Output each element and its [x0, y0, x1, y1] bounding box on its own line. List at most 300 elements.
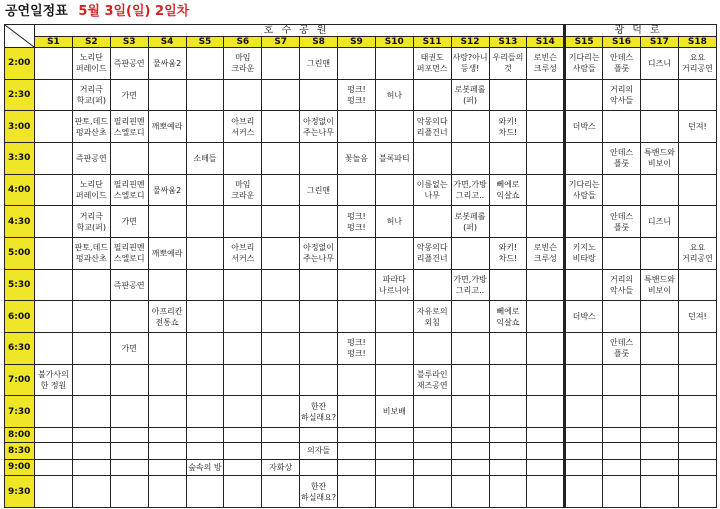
performance-cell	[300, 143, 338, 175]
stage-header: S17	[641, 37, 679, 48]
performance-cell	[489, 476, 527, 508]
performance-cell	[72, 459, 110, 476]
performance-cell	[489, 143, 527, 175]
schedule-row	[5, 333, 717, 365]
performance-cell	[678, 443, 716, 460]
performance-cell: 로봇페롤 (퍼)	[451, 206, 489, 238]
performance-cell	[338, 48, 376, 80]
performance-cell: 거리의 악사들	[603, 79, 641, 111]
performance-cell	[300, 364, 338, 396]
performance-cell	[603, 396, 641, 428]
performance-cell	[262, 79, 300, 111]
performance-cell: 즉판공연	[72, 143, 110, 175]
performance-cell: 악몽의다 리플건너	[413, 238, 451, 270]
schedule-row	[5, 174, 717, 206]
performance-cell	[641, 476, 679, 508]
performance-cell	[72, 333, 110, 365]
performance-cell	[224, 79, 262, 111]
performance-cell	[262, 301, 300, 333]
performance-cell	[224, 206, 262, 238]
performance-cell: 거리의 악사들	[603, 269, 641, 301]
performance-cell: 요요 거리공연	[678, 238, 716, 270]
performance-cell	[262, 269, 300, 301]
performance-cell: 안데스 플룻	[603, 333, 641, 365]
stage-header: S5	[186, 37, 224, 48]
performance-cell	[110, 476, 148, 508]
performance-cell	[603, 364, 641, 396]
performance-cell	[110, 459, 148, 476]
performance-cell	[262, 443, 300, 460]
performance-cell	[262, 143, 300, 175]
performance-cell	[527, 443, 565, 460]
performance-cell	[35, 428, 73, 443]
performance-cell	[110, 396, 148, 428]
performance-cell	[565, 364, 603, 396]
performance-cell	[224, 459, 262, 476]
performance-cell	[603, 428, 641, 443]
performance-cell	[375, 364, 413, 396]
performance-cell	[375, 476, 413, 508]
performance-cell	[489, 206, 527, 238]
performance-cell	[224, 476, 262, 508]
performance-cell	[603, 443, 641, 460]
performance-cell	[186, 174, 224, 206]
performance-cell	[35, 396, 73, 428]
performance-cell	[678, 428, 716, 443]
performance-cell	[678, 396, 716, 428]
page-title	[5, 2, 189, 22]
diagonal-line-icon	[5, 25, 34, 47]
stage-header: S1	[35, 37, 73, 48]
performance-cell	[35, 111, 73, 143]
performance-cell	[527, 174, 565, 206]
performance-cell	[224, 396, 262, 428]
performance-cell	[678, 459, 716, 476]
performance-cell	[603, 111, 641, 143]
performance-cell	[641, 428, 679, 443]
performance-cell	[72, 396, 110, 428]
performance-cell	[565, 476, 603, 508]
performance-cell	[565, 79, 603, 111]
performance-cell	[148, 428, 186, 443]
performance-cell	[338, 364, 376, 396]
performance-cell: 가면	[110, 333, 148, 365]
performance-cell	[148, 333, 186, 365]
performance-cell	[641, 238, 679, 270]
performance-cell	[527, 301, 565, 333]
performance-cell: 파라다 나르니아	[375, 269, 413, 301]
performance-cell: 와키! 차드!	[489, 238, 527, 270]
performance-cell: 아프리칸 전통쇼	[148, 301, 186, 333]
performance-cell	[641, 459, 679, 476]
schedule-row	[5, 269, 717, 301]
performance-cell	[375, 301, 413, 333]
performance-cell: 한잔 하실래요?	[300, 476, 338, 508]
corner-cell	[5, 25, 35, 48]
performance-cell: 요요 거리공연	[678, 48, 716, 80]
performance-cell: 그린맨	[300, 174, 338, 206]
performance-cell: 가면	[110, 206, 148, 238]
performance-cell: 물싸움2	[148, 48, 186, 80]
performance-cell: 비보배	[375, 396, 413, 428]
performance-cell	[186, 333, 224, 365]
performance-cell: 디즈니	[641, 206, 679, 238]
performance-cell	[489, 428, 527, 443]
performance-cell	[489, 459, 527, 476]
time-slot: 2:30	[5, 79, 35, 111]
stage-header: S2	[72, 37, 110, 48]
performance-cell: 허나	[375, 206, 413, 238]
schedule-row	[5, 79, 717, 111]
performance-cell: 뻬에로 익살쇼	[489, 301, 527, 333]
performance-cell	[413, 143, 451, 175]
time-slot: 8:00	[5, 428, 35, 443]
performance-cell: 깨뽀예라	[148, 111, 186, 143]
performance-cell	[489, 269, 527, 301]
schedule-row	[5, 428, 717, 443]
performance-cell: 마임 크라운	[224, 48, 262, 80]
schedule-row	[5, 206, 717, 238]
stage-header: S15	[565, 37, 603, 48]
performance-cell	[148, 443, 186, 460]
performance-cell	[35, 269, 73, 301]
performance-cell	[603, 174, 641, 206]
performance-cell	[489, 79, 527, 111]
performance-cell	[148, 269, 186, 301]
stage-header: S3	[110, 37, 148, 48]
schedule-row	[5, 301, 717, 333]
performance-cell	[338, 428, 376, 443]
performance-cell	[527, 79, 565, 111]
performance-cell: 디즈니	[641, 48, 679, 80]
schedule-row	[5, 111, 717, 143]
performance-cell: 로빈슨 크루성	[527, 238, 565, 270]
performance-cell: 노리단 퍼레이드	[72, 48, 110, 80]
schedule-row	[5, 476, 717, 508]
performance-cell: 판토,데드 펑과산초	[72, 111, 110, 143]
performance-cell	[262, 364, 300, 396]
performance-cell: 기다리는 사람들	[565, 48, 603, 80]
performance-cell: 한잔 하실래요?	[300, 396, 338, 428]
performance-cell	[678, 206, 716, 238]
performance-cell	[148, 79, 186, 111]
performance-cell	[565, 459, 603, 476]
time-slot: 2:00	[5, 48, 35, 80]
performance-cell	[110, 443, 148, 460]
performance-cell: 아정없이 주는나무	[300, 111, 338, 143]
schedule-date: 5월 3일(일) 2일차	[78, 4, 190, 19]
performance-cell: 던져!	[678, 301, 716, 333]
performance-cell	[413, 396, 451, 428]
schedule-row	[5, 364, 717, 396]
performance-cell	[262, 174, 300, 206]
performance-cell: 안데스 플룻	[603, 143, 641, 175]
performance-cell: 의자들	[300, 443, 338, 460]
performance-cell	[262, 476, 300, 508]
performance-cell	[110, 364, 148, 396]
performance-cell	[375, 459, 413, 476]
performance-cell	[338, 111, 376, 143]
performance-cell	[186, 476, 224, 508]
performance-cell	[641, 396, 679, 428]
performance-cell: 거리극 학교(퍼)	[72, 206, 110, 238]
performance-cell	[186, 269, 224, 301]
performance-cell	[413, 443, 451, 460]
performance-cell: 자유로의 외침	[413, 301, 451, 333]
performance-cell	[338, 459, 376, 476]
performance-cell	[338, 269, 376, 301]
time-slot: 3:00	[5, 111, 35, 143]
stage-header: S6	[224, 37, 262, 48]
performance-cell: 즉판공연	[110, 269, 148, 301]
performance-cell	[565, 428, 603, 443]
performance-cell	[527, 111, 565, 143]
performance-cell: 사랑?아니 등생!	[451, 48, 489, 80]
performance-cell	[224, 428, 262, 443]
performance-cell: 더박스	[565, 301, 603, 333]
venue-header: 광덕로	[565, 25, 717, 37]
performance-cell	[489, 396, 527, 428]
performance-cell	[148, 396, 186, 428]
performance-cell	[148, 364, 186, 396]
performance-cell	[641, 301, 679, 333]
performance-cell	[35, 443, 73, 460]
performance-cell: 던져!	[678, 111, 716, 143]
performance-cell	[527, 459, 565, 476]
performance-cell: 물싸움2	[148, 174, 186, 206]
schedule-row	[5, 443, 717, 460]
schedule-title: 공연일정표	[5, 4, 68, 19]
performance-cell	[375, 174, 413, 206]
performance-cell	[565, 443, 603, 460]
performance-cell	[110, 143, 148, 175]
performance-cell	[678, 269, 716, 301]
performance-cell: 로빈슨 크루성	[527, 48, 565, 80]
performance-cell	[35, 459, 73, 476]
performance-cell	[300, 79, 338, 111]
performance-cell: 숲속의 방	[186, 459, 224, 476]
performance-cell	[300, 459, 338, 476]
performance-cell	[527, 396, 565, 428]
performance-cell	[451, 364, 489, 396]
performance-cell: 악몽의다 리플건너	[413, 111, 451, 143]
performance-cell: 그린맨	[300, 48, 338, 80]
performance-cell	[186, 364, 224, 396]
performance-cell: 우리들의 것	[489, 48, 527, 80]
performance-cell	[451, 111, 489, 143]
performance-cell	[186, 428, 224, 443]
stage-header: S11	[413, 37, 451, 48]
performance-cell	[35, 206, 73, 238]
performance-cell	[186, 238, 224, 270]
performance-cell: 자화상	[262, 459, 300, 476]
performance-cell	[641, 111, 679, 143]
performance-cell	[678, 364, 716, 396]
stage-header: S7	[262, 37, 300, 48]
time-slot: 6:00	[5, 301, 35, 333]
stage-header: S4	[148, 37, 186, 48]
schedule-row	[5, 396, 717, 428]
performance-cell: 필리핀멘 스엘로디	[110, 111, 148, 143]
schedule-row	[5, 143, 717, 175]
time-slot: 4:30	[5, 206, 35, 238]
performance-cell	[641, 443, 679, 460]
performance-cell: 가면,가방 그리고..	[451, 269, 489, 301]
performance-cell	[300, 333, 338, 365]
performance-cell	[451, 476, 489, 508]
performance-cell	[413, 79, 451, 111]
performance-cell: 아브리 서커스	[224, 111, 262, 143]
stage-header: S13	[489, 37, 527, 48]
performance-cell	[262, 333, 300, 365]
performance-cell	[489, 443, 527, 460]
time-slot: 9:00	[5, 459, 35, 476]
stage-header: S16	[603, 37, 641, 48]
performance-cell	[565, 333, 603, 365]
performance-cell	[72, 428, 110, 443]
performance-cell: 불가사의 한 정원	[35, 364, 73, 396]
performance-cell	[186, 301, 224, 333]
performance-cell: 가면	[110, 79, 148, 111]
performance-cell: 깨뽀예라	[148, 238, 186, 270]
time-slot: 3:30	[5, 143, 35, 175]
performance-cell	[375, 111, 413, 143]
performance-cell	[338, 174, 376, 206]
performance-cell: 필리핀멘 스엘로디	[110, 174, 148, 206]
performance-cell	[300, 428, 338, 443]
performance-cell: 안데스 플룻	[603, 206, 641, 238]
performance-cell: 안데스 플룻	[603, 48, 641, 80]
performance-cell	[262, 428, 300, 443]
performance-cell	[603, 459, 641, 476]
performance-cell	[451, 238, 489, 270]
performance-cell: 판토,데드 펑과산초	[72, 238, 110, 270]
performance-cell	[338, 301, 376, 333]
performance-cell	[375, 238, 413, 270]
performance-cell: 뻬에로 익살쇼	[489, 174, 527, 206]
performance-cell	[489, 333, 527, 365]
performance-cell	[224, 143, 262, 175]
performance-cell	[224, 333, 262, 365]
performance-cell	[186, 206, 224, 238]
performance-cell	[224, 443, 262, 460]
performance-cell	[603, 476, 641, 508]
time-slot: 5:30	[5, 269, 35, 301]
performance-cell	[72, 269, 110, 301]
performance-cell	[451, 396, 489, 428]
performance-cell	[35, 333, 73, 365]
performance-cell	[300, 301, 338, 333]
time-slot: 7:00	[5, 364, 35, 396]
performance-cell: 펑크! 펑크!	[338, 206, 376, 238]
performance-cell	[35, 48, 73, 80]
performance-cell	[148, 459, 186, 476]
performance-cell	[565, 396, 603, 428]
performance-cell: 거리극 학교(퍼)	[72, 79, 110, 111]
performance-cell: 즉판공연	[110, 48, 148, 80]
performance-cell	[678, 79, 716, 111]
stage-header: S14	[527, 37, 565, 48]
performance-cell	[72, 476, 110, 508]
performance-cell	[186, 396, 224, 428]
performance-cell	[451, 333, 489, 365]
stage-row	[5, 37, 717, 48]
performance-cell	[110, 301, 148, 333]
performance-cell	[527, 206, 565, 238]
performance-cell	[565, 206, 603, 238]
performance-cell	[35, 301, 73, 333]
performance-cell	[186, 111, 224, 143]
performance-cell: 특밴드와 비보이	[641, 143, 679, 175]
performance-cell: 소떼들	[186, 143, 224, 175]
stage-header: S8	[300, 37, 338, 48]
performance-cell	[527, 143, 565, 175]
performance-cell	[451, 428, 489, 443]
performance-cell	[338, 443, 376, 460]
performance-cell	[262, 396, 300, 428]
stage-header: S10	[375, 37, 413, 48]
performance-cell	[413, 206, 451, 238]
performance-cell	[451, 443, 489, 460]
time-slot: 9:30	[5, 476, 35, 508]
schedule-row	[5, 459, 717, 476]
performance-cell	[110, 428, 148, 443]
venue-header: 호수공원	[35, 25, 565, 37]
performance-cell	[186, 79, 224, 111]
performance-cell	[413, 459, 451, 476]
performance-cell: 펑크! 펑크!	[338, 333, 376, 365]
performance-cell	[35, 143, 73, 175]
performance-cell	[262, 238, 300, 270]
performance-cell	[527, 364, 565, 396]
performance-cell: 로봇페롤 (퍼)	[451, 79, 489, 111]
performance-cell	[186, 48, 224, 80]
venue-row	[5, 25, 717, 37]
performance-cell: 블루라인 재즈공연	[413, 364, 451, 396]
performance-cell	[148, 143, 186, 175]
performance-cell	[678, 476, 716, 508]
performance-cell	[72, 364, 110, 396]
performance-cell: 가면,가방 그리고..	[451, 174, 489, 206]
performance-cell	[678, 333, 716, 365]
performance-cell	[489, 364, 527, 396]
performance-cell	[224, 364, 262, 396]
time-slot: 6:30	[5, 333, 35, 365]
performance-cell: 키지노 비타랑	[565, 238, 603, 270]
performance-cell: 허나	[375, 79, 413, 111]
performance-cell	[413, 269, 451, 301]
time-slot: 5:00	[5, 238, 35, 270]
performance-cell	[527, 333, 565, 365]
performance-cell	[451, 301, 489, 333]
performance-cell	[300, 269, 338, 301]
time-slot: 7:30	[5, 396, 35, 428]
performance-cell	[451, 143, 489, 175]
performance-cell	[338, 238, 376, 270]
performance-cell	[565, 269, 603, 301]
performance-cell	[678, 143, 716, 175]
performance-cell	[603, 301, 641, 333]
performance-cell	[35, 476, 73, 508]
performance-cell: 태권도 퍼포먼스	[413, 48, 451, 80]
performance-cell	[72, 443, 110, 460]
performance-cell	[262, 111, 300, 143]
performance-cell: 꽃놀음	[338, 143, 376, 175]
stage-header: S9	[338, 37, 376, 48]
performance-cell	[527, 269, 565, 301]
performance-cell	[413, 428, 451, 443]
performance-cell	[186, 443, 224, 460]
